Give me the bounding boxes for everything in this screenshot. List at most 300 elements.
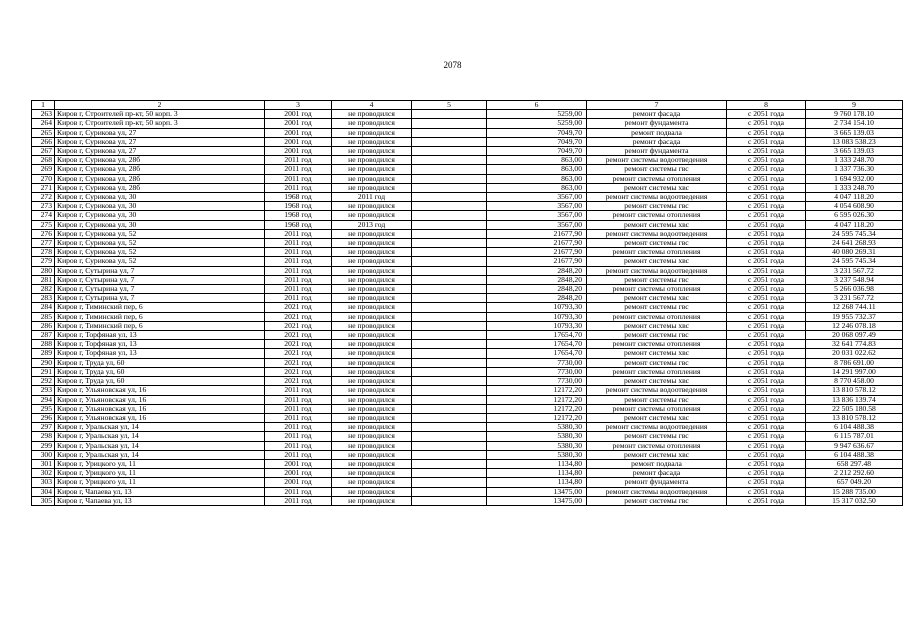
address-cell: Киров г, Труда ул, 60 [55,358,265,367]
area-cell: 3567,00 [487,202,587,211]
table-row [32,496,903,505]
address-cell: Киров г, Сурикова ул, 52 [55,229,265,238]
repair-type-cell: ремонт системы гвс [587,165,727,174]
address-cell: Киров г, Сутырина ул, 7 [55,266,265,275]
repair-period-cell: с 2051 года [727,423,806,432]
table-row [32,386,903,395]
repair-cost-cell: 14 291 997.00 [806,367,903,376]
row-number-cell: 267 [32,147,55,156]
area-cell: 863,00 [487,156,587,165]
area-cell: 863,00 [487,183,587,192]
repair-type-cell: ремонт системы гвс [587,239,727,248]
repair-cost-cell: 8 786 691.00 [806,358,903,367]
address-cell: Киров г, Труда ул, 60 [55,377,265,386]
repair-period-cell: с 2051 года [727,257,806,266]
repair-period-cell: с 2051 года [727,229,806,238]
column-5-cell [412,266,487,275]
repair-cost-cell: 20 068 097.49 [806,331,903,340]
address-cell: Киров г, Сурикова ул, 52 [55,239,265,248]
column-5-cell [412,331,487,340]
last-repair-year-cell: не проводился [332,183,412,192]
address-cell: Киров г, Сутырина ул, 7 [55,285,265,294]
area-cell: 3567,00 [487,220,587,229]
row-number-cell: 266 [32,137,55,146]
repair-period-cell: с 2051 года [727,441,806,450]
row-number-cell: 275 [32,220,55,229]
repair-type-cell: ремонт системы гвс [587,303,727,312]
repair-period-cell: с 2051 года [727,340,806,349]
build-year-cell: 1968 год [265,220,332,229]
area-cell: 12172,20 [487,386,587,395]
repair-period-cell: с 2051 года [727,358,806,367]
last-repair-year-cell: не проводился [332,294,412,303]
build-year-cell: 2001 год [265,469,332,478]
area-cell: 7730,00 [487,377,587,386]
column-5-cell [412,367,487,376]
row-number-cell: 268 [32,156,55,165]
repair-type-cell: ремонт фундамента [587,119,727,128]
column-5-cell [412,386,487,395]
area-cell: 5380,30 [487,441,587,450]
repair-cost-cell: 5 266 036.98 [806,285,903,294]
column-5-cell [412,312,487,321]
column-5-cell [412,211,487,220]
address-cell: Киров г, Урицкого ул, 11 [55,478,265,487]
column-5-cell [412,147,487,156]
repair-type-cell: ремонт подвала [587,459,727,468]
header-cell-5: 5 [412,101,487,110]
build-year-cell: 2021 год [265,331,332,340]
repair-period-cell: с 2051 года [727,275,806,284]
build-year-cell: 1968 год [265,193,332,202]
repair-period-cell: с 2051 года [727,395,806,404]
table-row [32,137,903,146]
table-row [32,358,903,367]
table-row [32,220,903,229]
header-cell-8: 8 [727,101,806,110]
build-year-cell: 2011 год [265,183,332,192]
repair-cost-cell: 15 288 735.00 [806,487,903,496]
last-repair-year-cell: не проводился [332,110,412,119]
address-cell: Киров г, Сутырина ул, 7 [55,294,265,303]
address-cell: Киров г, Ульяновская ул, 16 [55,395,265,404]
repair-type-cell: ремонт системы отопления [587,285,727,294]
address-cell: Киров г, Сурикова ул, 28б [55,156,265,165]
page-number: 2078 [443,60,462,70]
row-number-cell: 279 [32,257,55,266]
repair-period-cell: с 2051 года [727,128,806,137]
table-row [32,257,903,266]
area-cell: 1134,80 [487,469,587,478]
row-number-cell: 265 [32,128,55,137]
repair-period-cell: с 2051 года [727,367,806,376]
table-row [32,487,903,496]
area-cell: 10793,30 [487,303,587,312]
repair-type-cell: ремонт фундамента [587,478,727,487]
repair-cost-cell: 13 810 578.12 [806,413,903,422]
repair-type-cell: ремонт системы водоотведения [587,229,727,238]
last-repair-year-cell: не проводился [332,202,412,211]
last-repair-year-cell: не проводился [332,349,412,358]
row-number-cell: 283 [32,294,55,303]
repair-period-cell: с 2051 года [727,193,806,202]
area-cell: 863,00 [487,174,587,183]
repair-cost-cell: 6 595 026.30 [806,211,903,220]
last-repair-year-cell: не проводился [332,367,412,376]
repair-period-cell: с 2051 года [727,349,806,358]
repair-cost-cell: 658 297.48 [806,459,903,468]
address-cell: Киров г, Урицкого ул, 11 [55,459,265,468]
repair-type-cell: ремонт системы водоотведения [587,156,727,165]
area-cell: 3567,00 [487,211,587,220]
build-year-cell: 2011 год [265,496,332,505]
header-cell-6: 6 [487,101,587,110]
table-row [32,128,903,137]
repair-type-cell: ремонт системы водоотведения [587,423,727,432]
repair-period-cell: с 2051 года [727,266,806,275]
last-repair-year-cell: не проводился [332,275,412,284]
address-cell: Киров г, Урицкого ул, 11 [55,469,265,478]
build-year-cell: 2001 год [265,110,332,119]
build-year-cell: 2011 год [265,404,332,413]
address-cell: Киров г, Чапаева ул, 13 [55,487,265,496]
row-number-cell: 287 [32,331,55,340]
column-5-cell [412,423,487,432]
last-repair-year-cell: не проводился [332,340,412,349]
repair-cost-cell: 19 955 732.37 [806,312,903,321]
row-number-cell: 285 [32,312,55,321]
build-year-cell: 2021 год [265,367,332,376]
table-row [32,441,903,450]
build-year-cell: 2011 год [265,441,332,450]
table-row [32,395,903,404]
build-year-cell: 2011 год [265,248,332,257]
repair-type-cell: ремонт системы хвс [587,349,727,358]
repair-type-cell: ремонт системы водоотведения [587,487,727,496]
last-repair-year-cell: не проводился [332,331,412,340]
repair-cost-cell: 1 694 932.00 [806,174,903,183]
repair-period-cell: с 2051 года [727,202,806,211]
area-cell: 17654,70 [487,340,587,349]
repair-period-cell: с 2051 года [727,248,806,257]
build-year-cell: 2011 год [265,165,332,174]
build-year-cell: 2021 год [265,349,332,358]
repair-period-cell: с 2051 года [727,377,806,386]
repair-cost-cell: 6 104 488.38 [806,450,903,459]
build-year-cell: 2011 год [265,285,332,294]
repair-cost-cell: 24 595 745.34 [806,229,903,238]
address-cell: Киров г, Тиминский пер, 6 [55,312,265,321]
column-5-cell [412,165,487,174]
area-cell: 21677,90 [487,229,587,238]
row-number-cell: 269 [32,165,55,174]
build-year-cell: 2011 год [265,156,332,165]
build-year-cell: 2001 год [265,119,332,128]
column-5-cell [412,469,487,478]
build-year-cell: 1968 год [265,202,332,211]
last-repair-year-cell: не проводился [332,119,412,128]
area-cell: 17654,70 [487,331,587,340]
repair-period-cell: с 2051 года [727,147,806,156]
table-row [32,183,903,192]
repair-period-cell: с 2051 года [727,432,806,441]
repair-period-cell: с 2051 года [727,303,806,312]
repair-period-cell: с 2051 года [727,239,806,248]
row-number-cell: 303 [32,478,55,487]
row-number-cell: 278 [32,248,55,257]
repair-type-cell: ремонт фасада [587,469,727,478]
repair-cost-cell: 4 054 608.90 [806,202,903,211]
address-cell: Киров г, Уральская ул, 14 [55,423,265,432]
address-cell: Киров г, Тиминский пер, 6 [55,303,265,312]
table-row [32,147,903,156]
table-row [32,377,903,386]
repair-period-cell: с 2051 года [727,487,806,496]
repair-period-cell: с 2051 года [727,174,806,183]
last-repair-year-cell: не проводился [332,496,412,505]
address-cell: Киров г, Уральская ул, 14 [55,450,265,459]
header-cell-9: 9 [806,101,903,110]
header-cell-4: 4 [332,101,412,110]
repair-type-cell: ремонт системы водоотведения [587,266,727,275]
repair-period-cell: с 2051 года [727,469,806,478]
repair-type-cell: ремонт фасада [587,137,727,146]
repair-type-cell: ремонт системы отопления [587,174,727,183]
area-cell: 12172,20 [487,413,587,422]
repair-period-cell: с 2051 года [727,165,806,174]
repair-cost-cell: 15 317 032.50 [806,496,903,505]
build-year-cell: 1968 год [265,211,332,220]
table-row [32,165,903,174]
build-year-cell: 2021 год [265,321,332,330]
repair-cost-cell: 9 760 178.10 [806,110,903,119]
repair-type-cell: ремонт подвала [587,128,727,137]
repair-cost-cell: 2 212 292.60 [806,469,903,478]
last-repair-year-cell: не проводился [332,487,412,496]
build-year-cell: 2011 год [265,266,332,275]
repair-cost-cell: 8 770 458.00 [806,377,903,386]
row-number-cell: 300 [32,450,55,459]
build-year-cell: 2001 год [265,459,332,468]
last-repair-year-cell: не проводился [332,128,412,137]
last-repair-year-cell: не проводился [332,211,412,220]
column-5-cell [412,239,487,248]
repair-type-cell: ремонт системы отопления [587,248,727,257]
table-row [32,331,903,340]
table-row [32,340,903,349]
build-year-cell: 2011 год [265,229,332,238]
table-row [32,193,903,202]
last-repair-year-cell: не проводился [332,321,412,330]
table-row [32,294,903,303]
address-cell: Киров г, Труда ул, 60 [55,367,265,376]
row-number-cell: 288 [32,340,55,349]
last-repair-year-cell: не проводился [332,459,412,468]
repair-cost-cell: 40 080 269.31 [806,248,903,257]
area-cell: 3567,00 [487,193,587,202]
repair-type-cell: ремонт системы хвс [587,294,727,303]
row-number-cell: 304 [32,487,55,496]
address-cell: Киров г, Сурикова ул, 27 [55,147,265,156]
row-number-cell: 263 [32,110,55,119]
last-repair-year-cell: не проводился [332,432,412,441]
row-number-cell: 290 [32,358,55,367]
row-number-cell: 301 [32,459,55,468]
area-cell: 7049,70 [487,147,587,156]
header-cell-1: 1 [32,101,55,110]
build-year-cell: 2021 год [265,303,332,312]
last-repair-year-cell: не проводился [332,229,412,238]
column-5-cell [412,432,487,441]
area-cell: 5380,30 [487,423,587,432]
build-year-cell: 2011 год [265,294,332,303]
row-number-cell: 274 [32,211,55,220]
last-repair-year-cell: не проводился [332,441,412,450]
build-year-cell: 2011 год [265,423,332,432]
table-row [32,312,903,321]
row-number-cell: 302 [32,469,55,478]
repair-cost-cell: 657 049.20 [806,478,903,487]
area-cell: 12172,20 [487,395,587,404]
repair-cost-cell: 13 836 139.74 [806,395,903,404]
column-5-cell [412,321,487,330]
row-number-cell: 294 [32,395,55,404]
repair-period-cell: с 2051 года [727,294,806,303]
address-cell: Киров г, Сурикова ул, 30 [55,193,265,202]
repair-cost-cell: 2 734 154.10 [806,119,903,128]
area-cell: 2848,20 [487,285,587,294]
column-5-cell [412,285,487,294]
address-cell: Киров г, Торфяная ул, 13 [55,331,265,340]
table-row [32,275,903,284]
repair-period-cell: с 2051 года [727,386,806,395]
address-cell: Киров г, Чапаева ул, 13 [55,496,265,505]
column-5-cell [412,119,487,128]
last-repair-year-cell: не проводился [332,395,412,404]
area-cell: 10793,30 [487,312,587,321]
header-cell-2: 2 [55,101,265,110]
table-row [32,321,903,330]
table-row [32,303,903,312]
last-repair-year-cell: не проводился [332,377,412,386]
repair-cost-cell: 4 047 118.20 [806,220,903,229]
last-repair-year-cell: не проводился [332,165,412,174]
build-year-cell: 2001 год [265,128,332,137]
column-5-cell [412,183,487,192]
column-5-cell [412,358,487,367]
repair-cost-cell: 24 641 268.93 [806,239,903,248]
repair-period-cell: с 2051 года [727,156,806,165]
row-number-cell: 280 [32,266,55,275]
row-number-cell: 281 [32,275,55,284]
column-5-cell [412,294,487,303]
repair-cost-cell: 13 810 578.12 [806,386,903,395]
table-row [32,285,903,294]
area-cell: 2848,20 [487,266,587,275]
row-number-cell: 291 [32,367,55,376]
repair-type-cell: ремонт системы гвс [587,395,727,404]
repair-cost-cell: 6 115 787.01 [806,432,903,441]
address-cell: Киров г, Ульяновская ул, 16 [55,413,265,422]
repair-type-cell: ремонт системы хвс [587,257,727,266]
build-year-cell: 2011 год [265,275,332,284]
address-cell: Киров г, Ульяновская ул, 16 [55,386,265,395]
column-5-cell [412,220,487,229]
row-number-cell: 297 [32,423,55,432]
last-repair-year-cell: не проводился [332,312,412,321]
repair-cost-cell: 32 641 774.83 [806,340,903,349]
table-row [32,423,903,432]
column-5-cell [412,413,487,422]
table-row [32,413,903,422]
area-cell: 2848,20 [487,275,587,284]
table-row [32,367,903,376]
last-repair-year-cell: не проводился [332,358,412,367]
build-year-cell: 2011 год [265,239,332,248]
table-row [32,239,903,248]
area-cell: 10793,30 [487,321,587,330]
column-5-cell [412,377,487,386]
area-cell: 1134,80 [487,478,587,487]
repair-type-cell: ремонт системы хвс [587,220,727,229]
header-row [32,101,903,110]
address-cell: Киров г, Строителей пр-кт, 50 корп. 3 [55,119,265,128]
column-5-cell [412,248,487,257]
table-row [32,450,903,459]
row-number-cell: 298 [32,432,55,441]
column-5-cell [412,404,487,413]
repair-period-cell: с 2051 года [727,211,806,220]
repair-cost-cell: 4 047 118.20 [806,193,903,202]
repair-period-cell: с 2051 года [727,183,806,192]
row-number-cell: 293 [32,386,55,395]
row-number-cell: 273 [32,202,55,211]
table-row [32,156,903,165]
build-year-cell: 2011 год [265,432,332,441]
area-cell: 7730,00 [487,358,587,367]
area-cell: 7049,70 [487,137,587,146]
repair-cost-cell: 12 246 078.18 [806,321,903,330]
repair-cost-cell: 3 231 567.72 [806,266,903,275]
last-repair-year-cell: не проводился [332,257,412,266]
last-repair-year-cell: не проводился [332,174,412,183]
column-5-cell [412,110,487,119]
table-row [32,202,903,211]
repair-type-cell: ремонт системы отопления [587,312,727,321]
last-repair-year-cell: не проводился [332,156,412,165]
repair-type-cell: ремонт системы гвс [587,202,727,211]
row-number-cell: 299 [32,441,55,450]
repair-cost-cell: 12 268 744.11 [806,303,903,312]
repair-type-cell: ремонт системы отопления [587,340,727,349]
area-cell: 7049,70 [487,128,587,137]
column-5-cell [412,193,487,202]
build-year-cell: 2011 год [265,487,332,496]
repair-type-cell: ремонт системы хвс [587,450,727,459]
area-cell: 5259,00 [487,110,587,119]
repair-type-cell: ремонт системы хвс [587,183,727,192]
address-cell: Киров г, Сурикова ул, 52 [55,248,265,257]
row-number-cell: 296 [32,413,55,422]
last-repair-year-cell: не проводился [332,266,412,275]
row-number-cell: 271 [32,183,55,192]
last-repair-year-cell: 2011 год [332,193,412,202]
repair-period-cell: с 2051 года [727,459,806,468]
repair-cost-cell: 20 031 022.62 [806,349,903,358]
build-year-cell: 2001 год [265,147,332,156]
area-cell: 17654,70 [487,349,587,358]
row-number-cell: 277 [32,239,55,248]
